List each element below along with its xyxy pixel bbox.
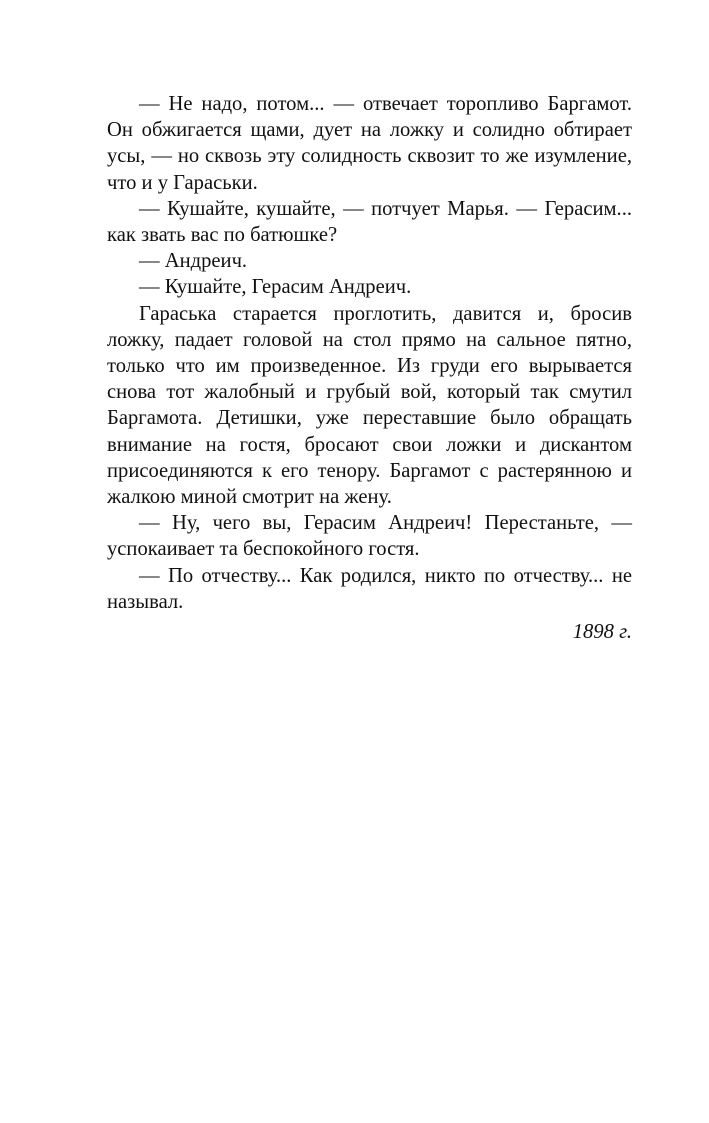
story-text bbox=[107, 91, 632, 645]
paragraph-3: — Андреич. bbox=[139, 250, 248, 273]
paragraph-6: — Ну, чего вы, Герасим Андреич! Перестаньте, — успокаивает та беспокойного гостя. bbox=[107, 512, 632, 561]
paragraph-4: — Кушайте, Герасим Андреич. bbox=[139, 276, 412, 299]
paragraph-2: — Кушайте, кушайте, — потчует Марья. — Герасим... как звать вас по батюшке? bbox=[107, 197, 632, 247]
paragraph-7: — По отчеству... Как родился, никто по отчеству... не называл. bbox=[107, 564, 632, 613]
paragraph-1: — Не надо, потом... — отвечает торопливо Баргамот. Он обжигается щами, дует на ложку и солидно обтирает усы, — но сквозь эту солидность сквозит то же изумление, что и у Гараськи. bbox=[107, 93, 632, 194]
paragraph-5: Гараська старается проглотить, давится и, бросив ложку, падает головой на стол прямо на сальное пятно, только что им произведенное. Из груди его вырывается снова тот жалобный и грубый вой, который так смутил Баргамота. Детишки, уже переставшие было обращать внимание на гостя, бросают свои ложки и дискантом присоединяются к его тенору. Баргамот с растерянною и жалкою миной смотрит на жену. bbox=[107, 302, 632, 509]
story-date: 1898 г. bbox=[572, 621, 632, 644]
